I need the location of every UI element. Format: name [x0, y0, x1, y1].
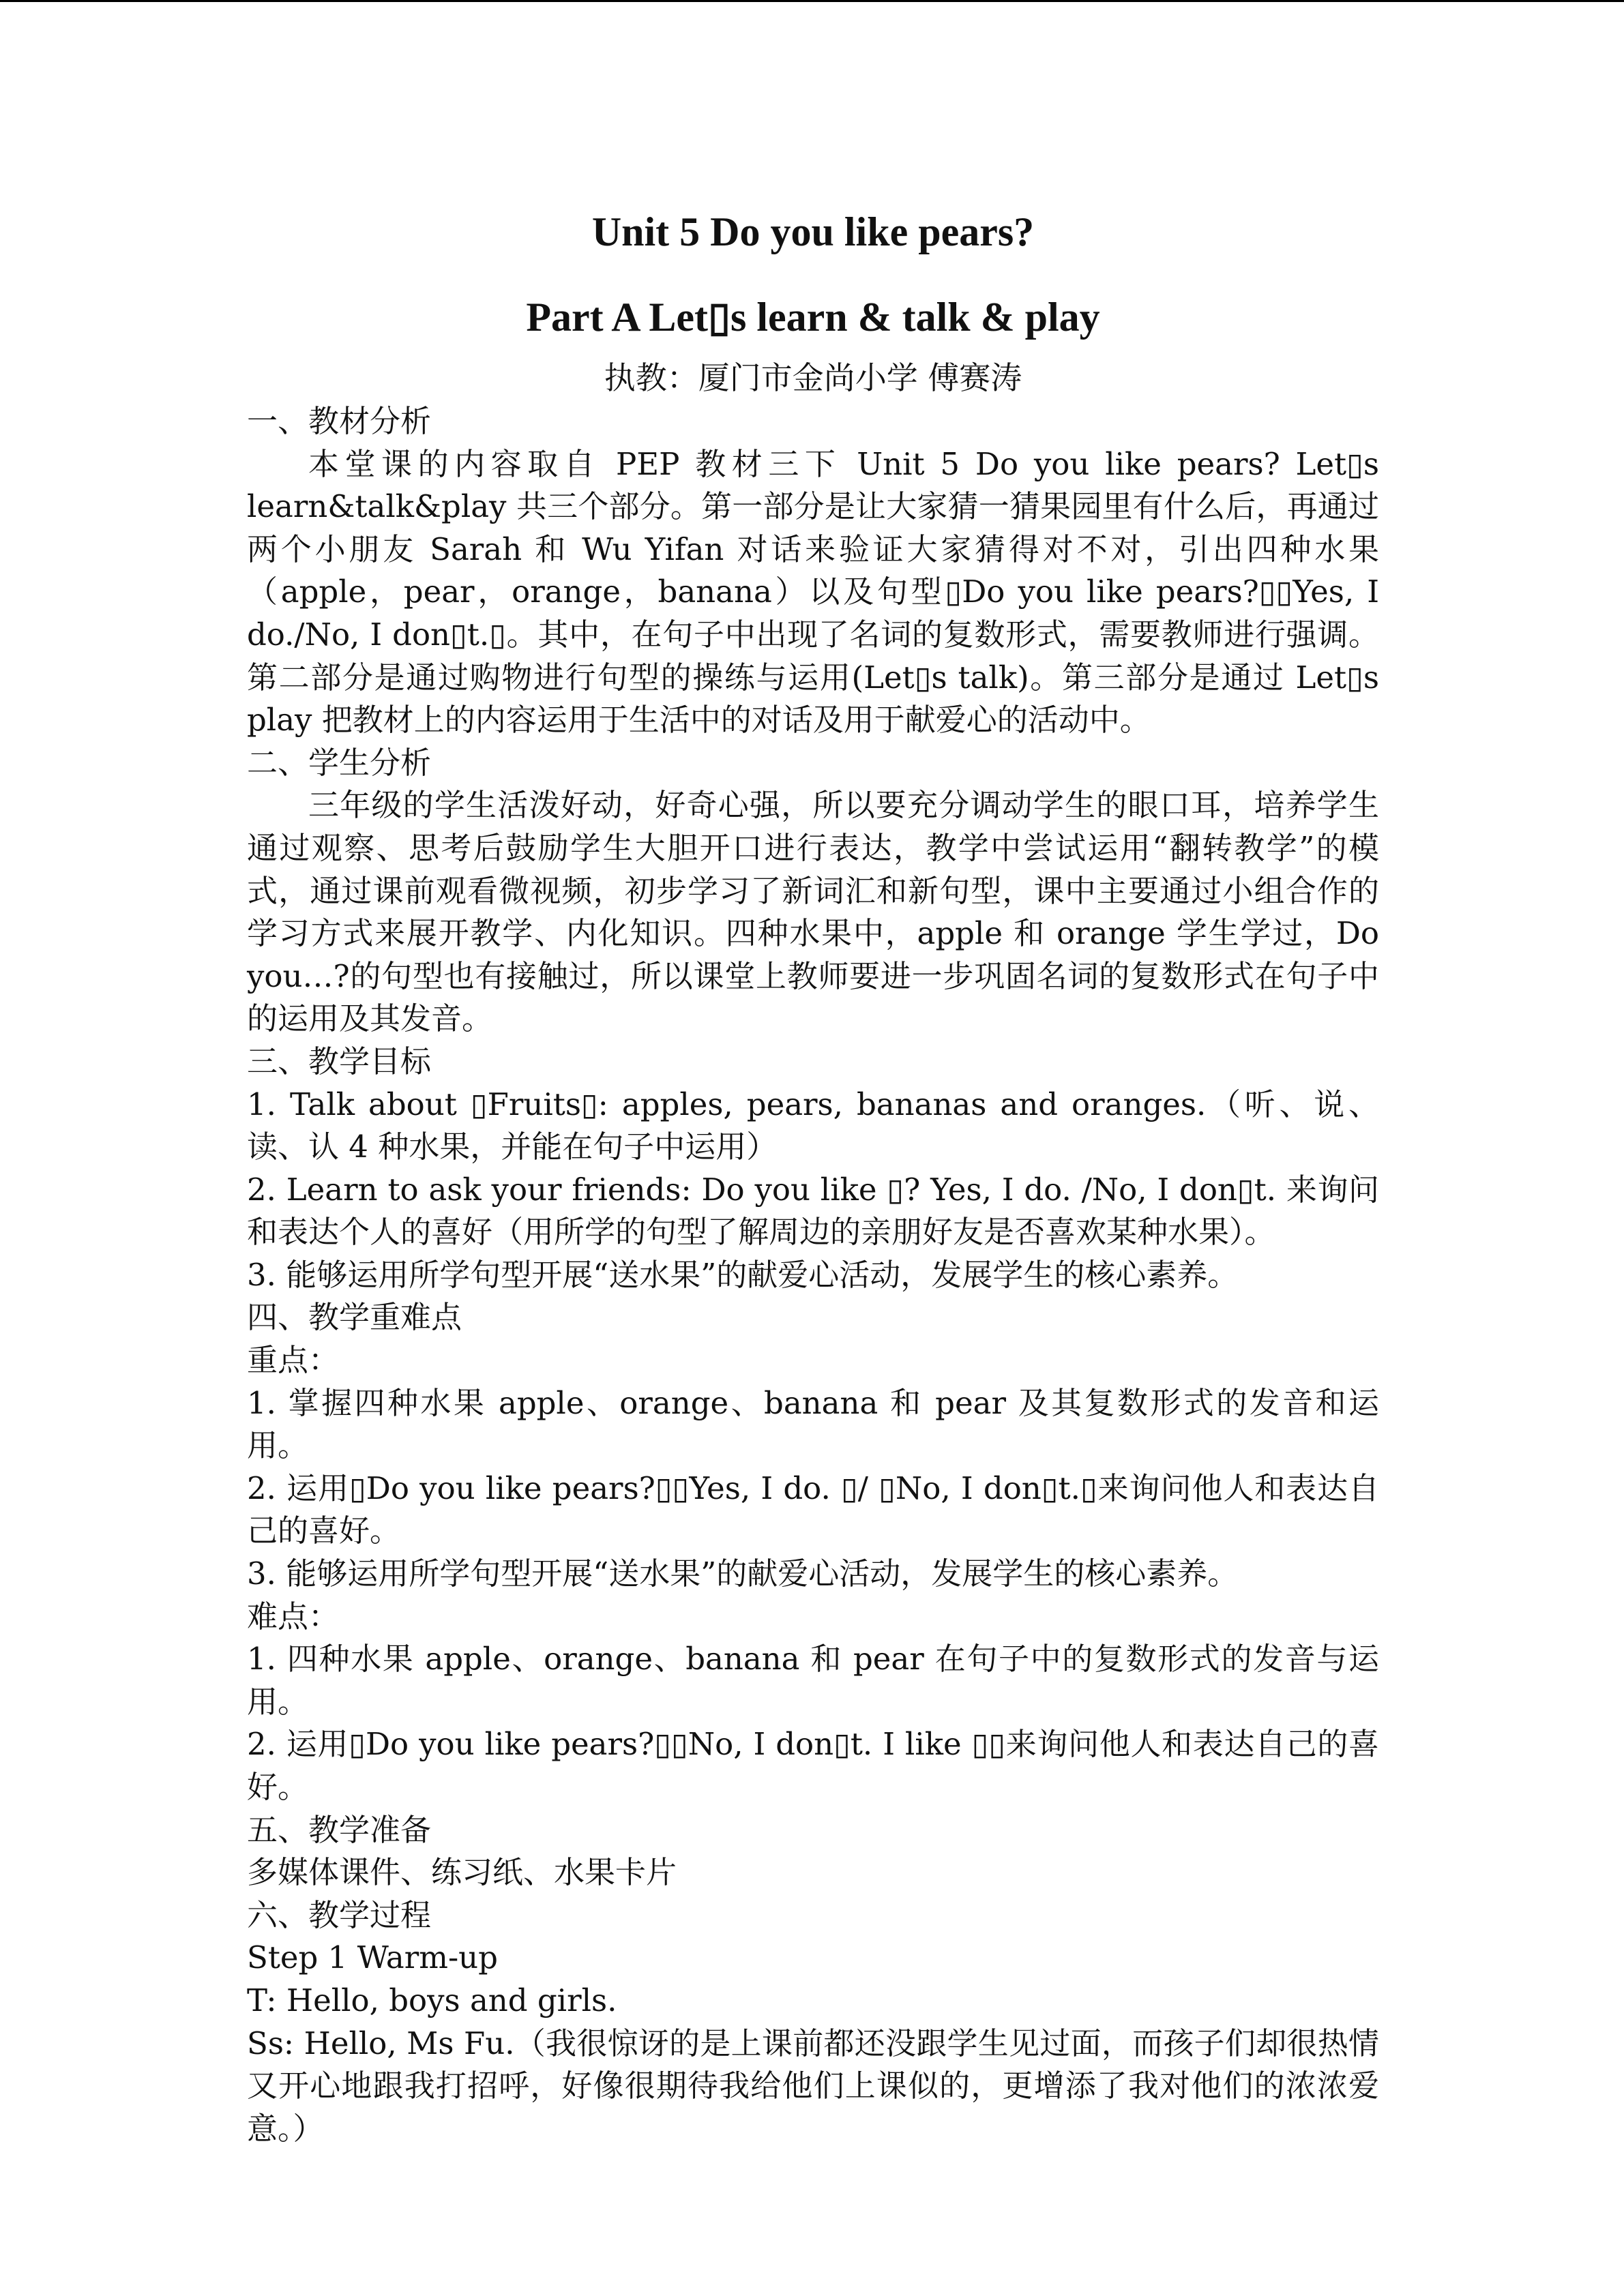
document-page: [247, 205, 1379, 2150]
objective-item: 3. 能够运用所学句型开展“送水果”的献爱心活动，发展学生的核心素养。: [247, 1256, 1239, 1293]
preparation-text: 多媒体课件、练习纸、水果卡片: [247, 1854, 677, 1891]
difficulty-item: 2. 运用▯Do you like pears?▯▯No, I don▯t. I like ▯▯来询问他人和表达自己的喜好。: [247, 1726, 1379, 1805]
key-points-label: 重点：: [247, 1342, 340, 1379]
process-line: Ss: Hello, Ms Fu.（我很惊讶的是上课前都还没跟学生见过面，而孩子们却很热情又开心地跟我打招呼，好像很期待我给他们上课似的，更增添了我对他们的浓浓爱意。）: [247, 2025, 1379, 2147]
author-line: 执教：厦门市金尚小学 傅赛涛: [604, 359, 1022, 396]
section-heading-preparation: 五、教学准备: [247, 1811, 432, 1848]
difficulties-label: 难点：: [247, 1598, 340, 1635]
objective-item: 1. Talk about ▯Fruits▯: apples, pears, bananas and oranges.（听、说、读、认 4 种水果，并能在句子中运用）: [247, 1086, 1379, 1165]
process-line: Step 1 Warm-up: [247, 1939, 498, 1976]
section-heading-key-points: 四、教学重难点: [247, 1299, 462, 1336]
section-heading-materials: 一、教材分析: [247, 403, 432, 439]
key-point-item: 2. 运用▯Do you like pears?▯▯Yes, I do. ▯/ ▯No, I don▯t.▯来询问他人和表达自己的喜好。: [247, 1470, 1379, 1549]
page-top-border: [0, 0, 1624, 2]
section-heading-process: 六、教学过程: [247, 1896, 432, 1933]
document-subtitle: Part A Let▯s learn & talk & play: [526, 295, 1100, 340]
section-heading-students: 二、学生分析: [247, 744, 432, 781]
section-heading-objectives: 三、教学目标: [247, 1043, 432, 1079]
key-point-item: 3. 能够运用所学句型开展“送水果”的献爱心活动，发展学生的核心素养。: [247, 1555, 1239, 1592]
document-title: Unit 5 Do you like pears?: [591, 209, 1035, 254]
students-paragraph: 三年级的学生活泼好动，好奇心强，所以要充分调动学生的眼口耳，培养学生通过观察、思考后鼓励学生大胆开口进行表达，教学中尝试运用“翻转教学”的模式，通过课前观看微视频，初步学习了新词汇和新句型，课中主要通过小组合作的学习方式来展开教学、内化知识。四种水果中，apple 和 orange 学生学过，Do you…?的句型也有接触过，所以课堂上教师要进一步巩固名词的复数形式在句子中的运用及其发音。: [247, 787, 1379, 1037]
key-point-item: 1. 掌握四种水果 apple、orange、banana 和 pear 及其复数形式的发音和运用。: [247, 1384, 1379, 1464]
difficulty-item: 1. 四种水果 apple、orange、banana 和 pear 在句子中的复数形式的发音与运用。: [247, 1641, 1379, 1720]
materials-paragraph: 本堂课的内容取自 PEP 教材三下 Unit 5 Do you like pears? Let▯s learn&talk&play 共三个部分。第一部分是让大家猜一猜果园里有什么后，再通过两个小朋友 Sarah 和 Wu Yifan 对话来验证大家猜得对不对，引出四种水果（apple，pear，orange，banana）以及句型▯Do you like pears?▯▯Yes, I do./No, I don▯t.▯。其中，在句子中出现了名词的复数形式，需要教师进行强调。第二部分是通过购物进行句型的操练与运用(Let▯s talk)。第三部分是通过 Let▯s play 把教材上的内容运用于生活中的对话及用于献爱心的活动中。: [247, 445, 1379, 739]
objective-item: 2. Learn to ask your friends: Do you like ▯? Yes, I do. /No, I don▯t. 来询问和表达个人的喜好（用所学的句型了解周边的亲朋好友是否喜欢某种水果）。: [247, 1171, 1379, 1251]
process-line: T: Hello, boys and girls.: [247, 1982, 617, 2018]
